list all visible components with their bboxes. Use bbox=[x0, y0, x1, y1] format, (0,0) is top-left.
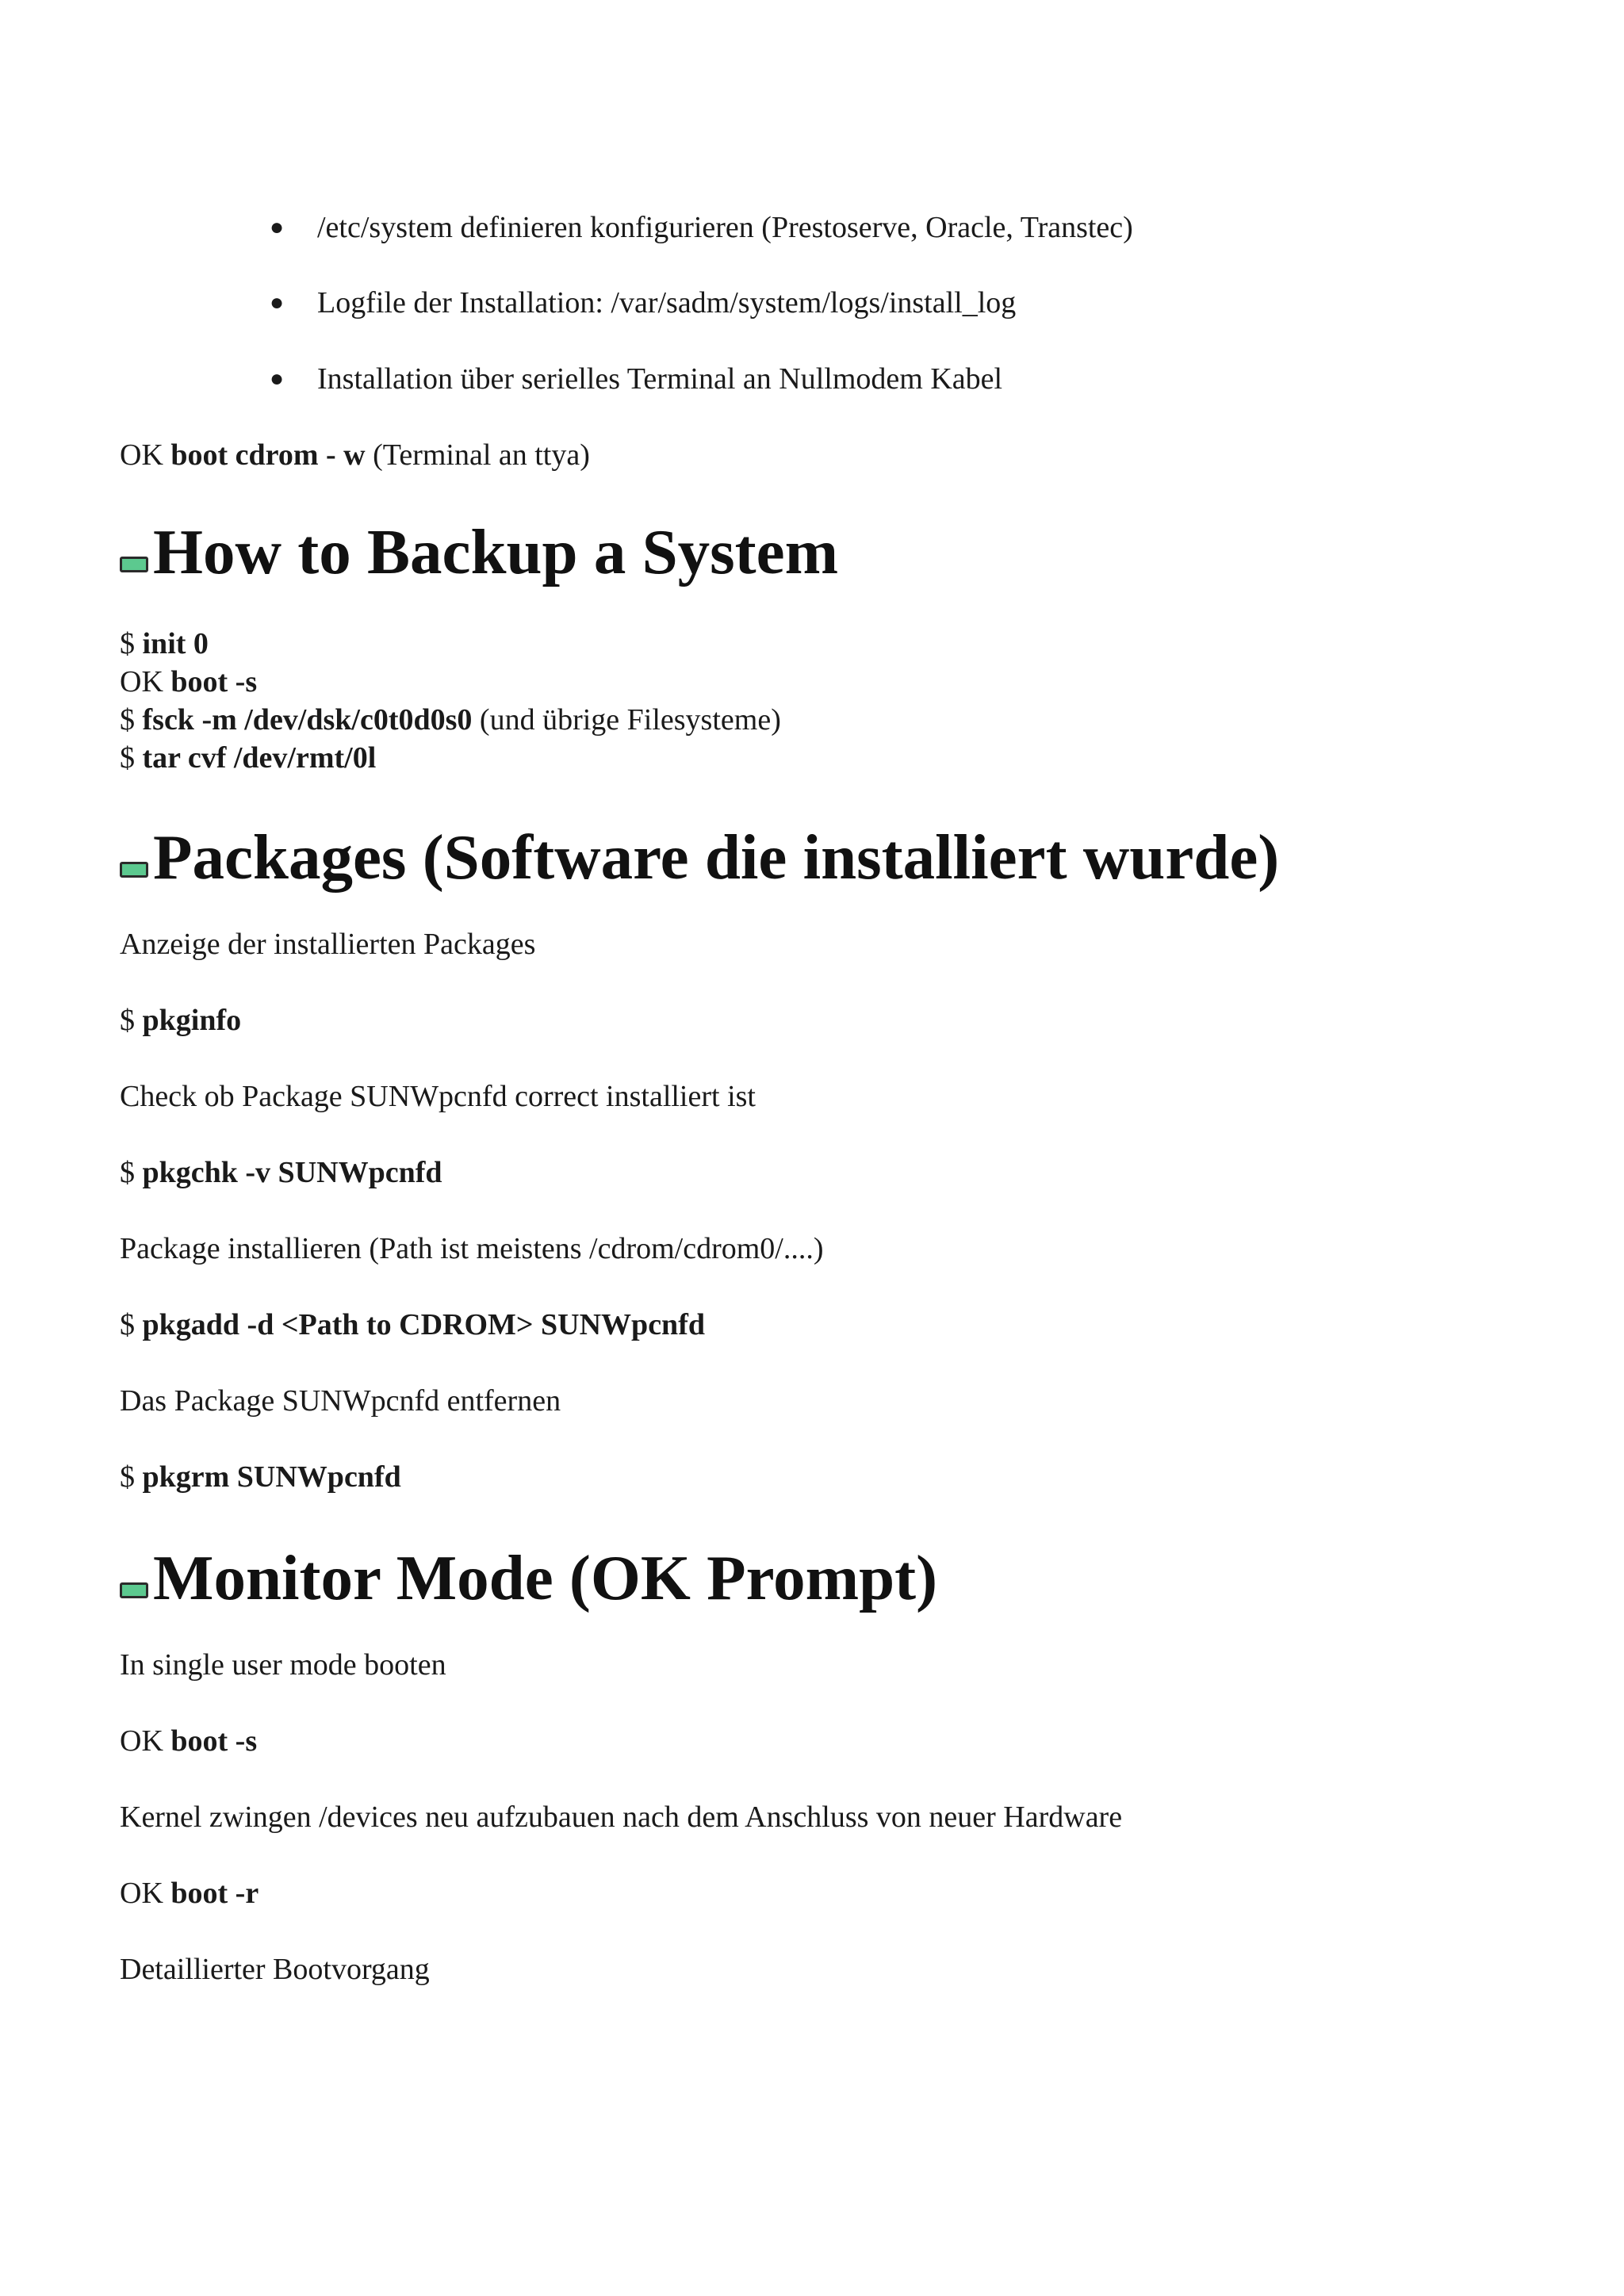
paragraph-text: Check ob Package SUNWpcnfd correct installiert ist bbox=[120, 1080, 756, 1113]
paragraph-text: Das Package SUNWpcnfd entfernen bbox=[120, 1384, 561, 1418]
paragraph-text: Detaillierter Bootvorgang bbox=[120, 1953, 430, 1986]
command: boot -r bbox=[170, 1877, 259, 1910]
command: pkgadd -d <Path to CDROM> SUNWpcnfd bbox=[142, 1308, 705, 1341]
prompt: $ bbox=[120, 1004, 143, 1037]
paragraph bbox=[120, 1077, 756, 1115]
prompt: $ bbox=[120, 627, 143, 660]
paragraph bbox=[120, 1798, 1122, 1836]
heading-text: How to Backup a System bbox=[153, 516, 839, 587]
heading-text: Monitor Mode (OK Prompt) bbox=[153, 1542, 938, 1613]
paragraph bbox=[120, 1646, 446, 1684]
command-line bbox=[120, 701, 781, 739]
command-line bbox=[120, 739, 781, 777]
monitor-heading bbox=[120, 1540, 937, 1616]
paragraph bbox=[120, 925, 535, 963]
prompt: $ bbox=[120, 1156, 143, 1189]
comment: (Terminal an ttya) bbox=[365, 438, 590, 472]
paragraph bbox=[120, 1382, 561, 1420]
prompt: $ bbox=[120, 1308, 143, 1341]
list-item bbox=[270, 360, 1003, 398]
list-item bbox=[270, 284, 1017, 322]
list-item-text: /etc/system definieren konfigurieren (Prestoserve, Oracle, Transtec) bbox=[317, 211, 1133, 244]
prompt: OK bbox=[120, 1877, 171, 1910]
paragraph bbox=[120, 1950, 430, 1988]
prompt: OK bbox=[120, 438, 171, 472]
section-marker-icon bbox=[120, 862, 148, 878]
backup-heading bbox=[120, 514, 838, 590]
backup-commands bbox=[120, 625, 781, 777]
boot-cdrom-line bbox=[120, 436, 590, 474]
list-item-text: Installation über serielles Terminal an Nullmodem Kabel bbox=[317, 362, 1003, 396]
comment: (und übrige Filesysteme) bbox=[472, 703, 781, 737]
paragraph-text: Package installieren (Path ist meistens /cdrom/cdrom0/....) bbox=[120, 1232, 824, 1265]
packages-heading bbox=[120, 819, 1279, 895]
list-item bbox=[270, 209, 1133, 247]
section-marker-icon bbox=[120, 1582, 148, 1598]
paragraph-text: Kernel zwingen /devices neu aufzubauen nach dem Anschluss von neuer Hardware bbox=[120, 1800, 1123, 1834]
prompt: $ bbox=[120, 1460, 143, 1494]
command-line bbox=[120, 1306, 705, 1344]
prompt: OK bbox=[120, 665, 171, 698]
command: pkgchk -v SUNWpcnfd bbox=[142, 1156, 442, 1189]
command-line bbox=[120, 1722, 257, 1760]
command: boot cdrom - w bbox=[170, 438, 366, 472]
command-line bbox=[120, 1458, 401, 1496]
command-line bbox=[120, 1154, 442, 1192]
section-marker-icon bbox=[120, 557, 148, 572]
paragraph bbox=[120, 1230, 824, 1268]
bullet-icon: ● bbox=[270, 289, 285, 316]
command-line bbox=[120, 625, 781, 663]
command: tar cvf /dev/rmt/0l bbox=[142, 741, 377, 775]
command: init 0 bbox=[142, 627, 209, 660]
bullet-icon: ● bbox=[270, 214, 285, 240]
prompt: $ bbox=[120, 741, 143, 775]
command: pkgrm SUNWpcnfd bbox=[142, 1460, 401, 1494]
bullet-icon: ● bbox=[270, 365, 285, 392]
command-line bbox=[120, 1874, 259, 1912]
paragraph-text: In single user mode booten bbox=[120, 1648, 446, 1682]
prompt: $ bbox=[120, 703, 143, 737]
command: boot -s bbox=[170, 1724, 258, 1758]
command-line bbox=[120, 663, 781, 701]
command-line bbox=[120, 1001, 241, 1039]
prompt: OK bbox=[120, 1724, 171, 1758]
list-item-text: Logfile der Installation: /var/sadm/system/logs/install_log bbox=[317, 286, 1017, 320]
command: fsck -m /dev/dsk/c0t0d0s0 bbox=[142, 703, 473, 737]
command: pkginfo bbox=[142, 1004, 242, 1037]
heading-text: Packages (Software die installiert wurde) bbox=[153, 821, 1280, 893]
paragraph-text: Anzeige der installierten Packages bbox=[120, 928, 536, 961]
command: boot -s bbox=[170, 665, 258, 698]
